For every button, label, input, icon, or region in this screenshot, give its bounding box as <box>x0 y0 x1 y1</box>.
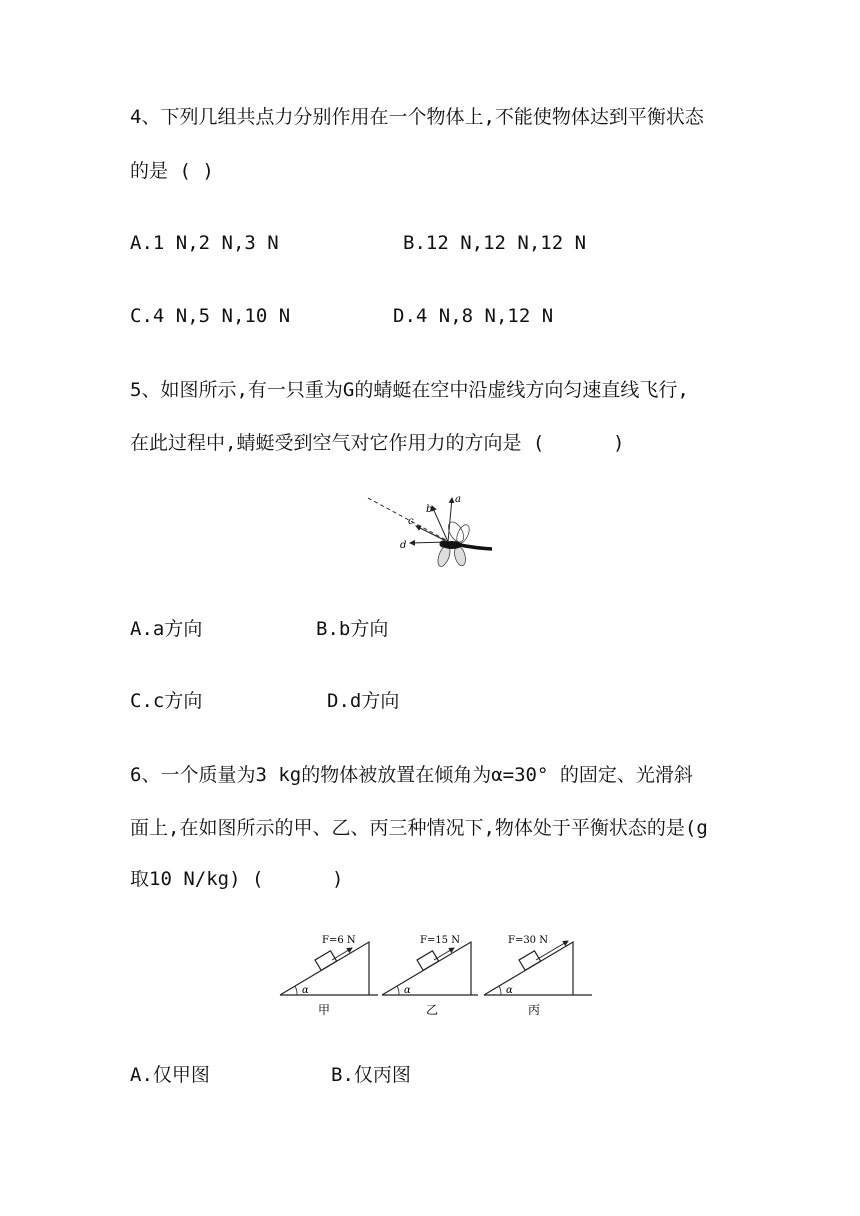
arrow-c <box>416 526 448 542</box>
force-label-yi: F=15 N <box>420 935 460 946</box>
label-b: b <box>426 504 433 515</box>
q5-option-b: B.b方向 <box>316 618 389 640</box>
q6-option-b: B.仅丙图 <box>331 1064 411 1086</box>
angle-label-yi: α <box>404 985 411 996</box>
q4-option-c: C.4 N,5 N,10 N <box>130 305 291 327</box>
label-d: d <box>400 540 407 551</box>
flight-path-line <box>368 498 446 540</box>
q4-option-b: B.12 N,12 N,12 N <box>403 232 587 254</box>
dragonfly-icon <box>436 519 492 568</box>
q4-stem-line1: 4、下列几组共点力分别作用在一个物体上,不能使物体达到平衡状态 <box>130 106 704 128</box>
caption-yi: 乙 <box>426 1003 439 1017</box>
arrow-b <box>432 506 448 542</box>
angle-label-jia: α <box>302 985 309 996</box>
figure-bing <box>484 935 592 1017</box>
incline-figures <box>278 928 596 1020</box>
caption-jia: 甲 <box>318 1003 331 1017</box>
label-a: a <box>455 494 461 505</box>
q4-stem-line2: 的是 ( ) <box>130 160 214 182</box>
q6-stem-line1: 6、一个质量为3 kg的物体被放置在倾角为α=30° 的固定、光滑斜 <box>130 764 693 786</box>
block-bing <box>519 951 541 971</box>
figure-jia <box>280 935 378 1017</box>
dragonfly-force-diagram <box>360 488 500 578</box>
force-label-jia: F=6 N <box>322 935 356 946</box>
q6-option-a: A.仅甲图 <box>130 1064 210 1086</box>
q5-option-a: A.a方向 <box>130 618 203 640</box>
q5-option-d: D.d方向 <box>327 690 400 712</box>
caption-bing: 丙 <box>528 1003 541 1017</box>
label-c: c <box>408 516 414 527</box>
block-jia <box>315 951 337 971</box>
q6-stem-line3: 取10 N/kg) ( ) <box>130 868 344 890</box>
q5-stem-line1: 5、如图所示,有一只重为G的蜻蜓在空中沿虚线方向匀速直线飞行, <box>130 379 689 401</box>
q6-stem-line2: 面上,在如图所示的甲、乙、丙三种情况下,物体处于平衡状态的是(g <box>130 817 708 839</box>
block-yi <box>417 951 439 971</box>
q4-option-a: A.1 N,2 N,3 N <box>130 232 279 254</box>
q4-option-d: D.4 N,8 N,12 N <box>393 305 554 327</box>
q5-option-c: C.c方向 <box>130 690 203 712</box>
force-label-bing: F=30 N <box>508 935 548 946</box>
q5-stem-line2: 在此过程中,蜻蜓受到空气对它作用力的方向是 ( ) <box>130 432 625 454</box>
figure-yi <box>382 935 478 1017</box>
angle-label-bing: α <box>506 985 513 996</box>
